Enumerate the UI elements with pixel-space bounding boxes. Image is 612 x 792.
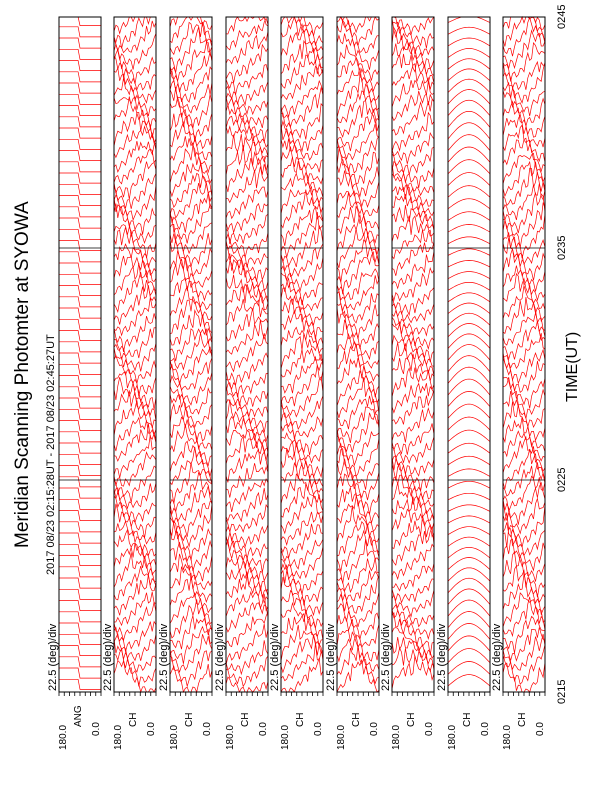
series-trace — [226, 187, 268, 218]
series-trace — [448, 59, 490, 69]
panel — [114, 17, 156, 696]
series-trace — [392, 579, 434, 603]
series-trace — [448, 404, 490, 418]
series-trace — [448, 272, 490, 279]
series-trace — [59, 353, 101, 363]
series-trace — [59, 263, 101, 273]
series-trace — [226, 45, 268, 83]
series-trace — [392, 288, 434, 315]
y-tick-label: 0.0 — [480, 722, 491, 736]
series-trace — [337, 407, 379, 443]
series-trace — [448, 675, 490, 686]
series-trace — [59, 601, 101, 611]
series-trace — [448, 589, 490, 605]
series-trace — [59, 17, 101, 26]
y-tick-label: 180.0 — [336, 724, 347, 750]
panel-scale-label: 22.5 (deg)/div — [436, 623, 448, 691]
series-trace — [337, 432, 379, 465]
series-trace — [448, 49, 490, 58]
series-trace — [114, 285, 156, 324]
series-trace — [59, 94, 101, 104]
series-trace — [59, 151, 101, 161]
series-trace — [59, 342, 101, 352]
series-trace — [503, 593, 545, 627]
panel-scale-label: 22.5 (deg)/div — [269, 623, 281, 691]
series-trace — [281, 377, 323, 417]
series-trace — [59, 331, 101, 341]
y-tick-label: 180.0 — [280, 724, 291, 750]
series-trace — [503, 483, 545, 525]
y-tick-label: 180.0 — [169, 724, 180, 750]
series-trace — [226, 17, 268, 34]
series-trace — [59, 634, 101, 644]
series-trace — [226, 575, 268, 603]
series-trace — [503, 274, 545, 310]
series-trace — [59, 274, 101, 284]
panel-ylabel: CH — [462, 712, 473, 727]
panel-scale-label: 22.5 (deg)/div — [380, 623, 392, 691]
series-trace — [448, 224, 490, 232]
series-trace — [59, 668, 101, 678]
series-trace — [392, 656, 434, 689]
series-trace — [337, 487, 379, 523]
series-trace — [59, 196, 101, 206]
series-trace — [59, 657, 101, 667]
series-trace — [281, 524, 323, 558]
series-trace — [59, 589, 101, 599]
series-trace — [59, 387, 101, 397]
panel — [170, 17, 212, 696]
series-trace — [503, 193, 545, 234]
series-trace — [281, 81, 323, 117]
series-trace — [448, 527, 490, 535]
series-trace — [448, 345, 490, 361]
series-trace — [337, 358, 379, 397]
series-trace — [59, 49, 101, 59]
y-tick-label: 0.0 — [535, 722, 546, 736]
series-trace — [59, 241, 101, 251]
series-trace — [59, 376, 101, 386]
series-trace — [59, 612, 101, 622]
series-trace — [448, 612, 490, 628]
y-tick-label: 180.0 — [502, 724, 513, 750]
panel — [59, 17, 101, 696]
series-trace — [114, 343, 156, 371]
series-trace — [226, 105, 268, 143]
series-trace — [392, 133, 434, 164]
series-trace — [59, 173, 101, 183]
series-trace — [170, 223, 212, 253]
series-trace — [59, 117, 101, 127]
series-trace — [226, 558, 268, 591]
series-trace — [59, 128, 101, 138]
series-trace — [170, 296, 212, 334]
y-tick-label: 180.0 — [113, 724, 124, 750]
y-tick-label: 0.0 — [369, 722, 380, 736]
series-trace — [114, 622, 156, 652]
series-trace — [114, 372, 156, 410]
panel-ylabel: CH — [295, 712, 306, 727]
series-trace — [59, 511, 101, 521]
series-trace — [448, 578, 490, 593]
series-trace — [59, 139, 101, 149]
series-trace — [114, 127, 156, 158]
series-trace — [226, 214, 268, 244]
series-trace — [448, 367, 490, 383]
series-trace — [170, 576, 212, 612]
series-trace — [503, 627, 545, 660]
series-trace — [170, 182, 212, 218]
series-trace — [170, 17, 212, 29]
series-trace — [392, 509, 434, 531]
series-trace — [503, 17, 545, 47]
series-trace — [448, 186, 490, 198]
series-trace — [59, 83, 101, 93]
series-trace — [59, 409, 101, 419]
series-trace — [281, 173, 323, 202]
series-trace — [448, 135, 490, 151]
series-trace — [448, 481, 490, 488]
series-trace — [59, 567, 101, 577]
series-trace — [226, 240, 268, 267]
series-trace — [59, 533, 101, 543]
panel — [392, 17, 434, 696]
series-trace — [337, 645, 379, 683]
series-trace — [448, 173, 490, 186]
panel-ylabel: CH — [128, 712, 139, 727]
series-trace — [114, 173, 156, 208]
series-trace — [59, 364, 101, 374]
series-trace — [448, 111, 490, 127]
series-trace — [59, 308, 101, 318]
series-trace — [503, 313, 545, 345]
y-tick-label: 180.0 — [225, 724, 236, 750]
panel-ylabel: CH — [517, 712, 528, 727]
panel-scale-label: 22.5 (deg)/div — [47, 623, 59, 691]
series-trace — [226, 525, 268, 547]
series-trace — [503, 574, 545, 614]
panel-scale-label: 22.5 (deg)/div — [158, 623, 170, 691]
chart-subtitle: 2017 08/23 02:15:28UT - 2017 08/23 02:45:27UT — [45, 334, 57, 575]
series-trace — [337, 531, 379, 572]
series-trace — [59, 229, 101, 239]
series-trace — [226, 320, 268, 354]
series-trace — [59, 218, 101, 228]
series-trace — [337, 100, 379, 136]
y-tick-label: 180.0 — [447, 724, 458, 750]
series-trace — [448, 237, 490, 244]
series-trace — [503, 237, 545, 280]
series-trace — [170, 404, 212, 442]
series-trace — [170, 634, 212, 672]
series-trace — [448, 379, 490, 395]
series-trace — [503, 552, 545, 598]
series-trace — [448, 649, 490, 663]
series-trace — [59, 38, 101, 48]
series-trace — [448, 147, 490, 162]
series-trace — [59, 162, 101, 172]
series-trace — [448, 469, 490, 477]
series-trace — [448, 123, 490, 139]
x-axis-label: TIME(UT) — [564, 331, 581, 402]
series-trace — [448, 260, 490, 267]
series-trace — [170, 424, 212, 465]
series-trace — [170, 664, 212, 692]
series-trace — [448, 293, 490, 302]
panel-ylabel: CH — [406, 712, 417, 727]
series-trace — [448, 334, 490, 349]
series-trace — [281, 225, 323, 267]
series-trace — [448, 568, 490, 582]
panel — [337, 17, 379, 696]
series-trace — [448, 303, 490, 314]
y-tick-label: 0.0 — [313, 722, 324, 736]
y-tick-label: 0.0 — [258, 722, 269, 736]
series-trace — [337, 91, 379, 123]
series-trace — [170, 22, 212, 54]
panel-scale-label: 22.5 (deg)/div — [325, 623, 337, 691]
series-trace — [59, 252, 101, 262]
series-trace — [170, 278, 212, 310]
series-trace — [281, 257, 323, 291]
series-trace — [448, 100, 490, 116]
series-trace — [448, 160, 490, 174]
panel-scale-label: 22.5 (deg)/div — [102, 623, 114, 691]
series-trace — [114, 466, 156, 503]
series-trace — [448, 417, 490, 430]
series-trace — [114, 602, 156, 640]
series-trace — [114, 435, 156, 478]
series-trace — [503, 431, 545, 461]
panel-ylabel: CH — [184, 712, 195, 727]
series-trace — [114, 97, 156, 139]
series-trace — [392, 527, 434, 565]
series-trace — [337, 522, 379, 556]
panel-ylabel: ANG — [73, 705, 84, 727]
panel — [503, 17, 545, 696]
series-trace — [59, 488, 101, 498]
series-trace — [448, 537, 490, 546]
series-trace — [170, 310, 212, 345]
series-trace — [392, 18, 434, 56]
series-trace — [59, 432, 101, 442]
series-trace — [448, 516, 490, 523]
series-trace — [59, 286, 101, 296]
series-trace — [448, 356, 490, 372]
series-trace — [448, 456, 490, 465]
series-trace — [114, 227, 156, 267]
series-trace — [59, 184, 101, 194]
series-trace — [392, 544, 434, 579]
series-trace — [281, 357, 323, 393]
series-trace — [114, 185, 156, 220]
series-trace — [392, 408, 434, 442]
series-trace — [59, 27, 101, 37]
series-trace — [170, 67, 212, 102]
series-trace — [59, 61, 101, 71]
series-trace — [392, 437, 434, 463]
series-trace — [114, 592, 156, 625]
series-trace — [337, 438, 379, 476]
y-tick-label: 180.0 — [58, 724, 69, 750]
y-tick-label: 0.0 — [202, 722, 213, 736]
series-trace — [59, 297, 101, 307]
series-trace — [59, 522, 101, 532]
series-trace — [503, 266, 545, 301]
panel — [226, 17, 268, 696]
series-trace — [59, 646, 101, 656]
x-tick-label: 0235 — [556, 235, 568, 260]
series-trace — [114, 263, 156, 295]
panel-ylabel: CH — [351, 712, 362, 727]
series-trace — [448, 493, 490, 500]
series-trace — [392, 216, 434, 243]
chart-title: Meridian Scanning Photomter at SYOWA — [12, 201, 33, 548]
series-trace — [337, 68, 379, 101]
panel — [448, 17, 490, 696]
series-trace — [170, 651, 212, 687]
series-trace — [170, 286, 212, 319]
series-trace — [59, 477, 101, 487]
series-trace — [448, 249, 490, 256]
panel — [281, 17, 323, 696]
series-trace — [226, 18, 268, 50]
series-trace — [114, 424, 156, 461]
series-trace — [448, 90, 490, 105]
series-trace — [392, 390, 434, 425]
series-trace — [59, 544, 101, 554]
series-trace — [392, 251, 434, 288]
series-trace — [448, 323, 490, 337]
series-trace — [281, 474, 323, 504]
series-trace — [170, 164, 212, 197]
series-trace — [59, 443, 101, 453]
series-trace — [281, 88, 323, 127]
series-trace — [337, 124, 379, 160]
series-trace — [448, 505, 490, 512]
series-trace — [503, 333, 545, 368]
series-trace — [114, 634, 156, 661]
series-trace — [170, 527, 212, 571]
series-trace — [503, 125, 545, 162]
series-trace — [448, 662, 490, 675]
series-trace — [59, 398, 101, 408]
series-trace — [170, 394, 212, 427]
panel-frame — [448, 17, 490, 692]
y-tick-label: 180.0 — [391, 724, 402, 750]
x-tick-label: 0215 — [556, 679, 568, 704]
series-trace — [226, 479, 268, 512]
series-trace — [281, 614, 323, 646]
series-trace — [59, 421, 101, 431]
series-trace — [226, 204, 268, 233]
panel-scale-label: 22.5 (deg)/div — [491, 623, 503, 691]
series-trace — [448, 27, 490, 34]
series-trace — [448, 212, 490, 221]
series-trace — [170, 80, 212, 113]
series-trace — [392, 383, 434, 412]
series-trace — [59, 72, 101, 82]
series-trace — [281, 311, 323, 347]
series-trace — [226, 233, 268, 258]
series-trace — [59, 623, 101, 633]
series-trace — [281, 365, 323, 406]
series-trace — [392, 28, 434, 69]
series-trace — [448, 199, 490, 209]
series-trace — [170, 51, 212, 92]
series-trace — [448, 38, 490, 46]
series-trace — [59, 466, 101, 476]
series-trace — [59, 207, 101, 217]
series-trace — [59, 679, 101, 689]
panel-ylabel: CH — [240, 712, 251, 727]
x-tick-label: 0225 — [556, 467, 568, 492]
series-trace — [448, 624, 490, 640]
series-trace — [59, 578, 101, 588]
series-trace — [448, 17, 490, 23]
series-trace — [503, 102, 545, 138]
series-trace — [448, 282, 490, 290]
series-trace — [337, 269, 379, 300]
series-trace — [392, 497, 434, 521]
series-trace — [226, 677, 268, 692]
y-tick-label: 0.0 — [91, 722, 102, 736]
series-trace — [281, 207, 323, 246]
series-trace — [392, 17, 434, 34]
series-trace — [281, 31, 323, 60]
series-trace — [281, 55, 323, 88]
series-trace — [226, 65, 268, 95]
series-trace — [392, 268, 434, 300]
y-tick-label: 0.0 — [146, 722, 157, 736]
series-trace — [226, 449, 268, 482]
series-trace — [59, 106, 101, 116]
series-trace — [226, 399, 268, 441]
series-trace — [226, 656, 268, 686]
series-trace — [392, 163, 434, 195]
series-trace — [392, 147, 434, 175]
series-trace — [448, 600, 490, 616]
series-trace — [448, 443, 490, 453]
series-trace — [337, 558, 379, 592]
series-trace — [59, 556, 101, 566]
series-trace — [59, 499, 101, 509]
series-trace — [114, 483, 156, 509]
series-trace — [59, 319, 101, 329]
series-trace — [281, 658, 323, 692]
series-trace — [448, 430, 490, 442]
panel-frame — [59, 17, 101, 692]
series-trace — [59, 454, 101, 464]
y-tick-label: 0.0 — [424, 722, 435, 736]
series-trace — [226, 612, 268, 647]
series-trace — [114, 113, 156, 147]
x-tick-label: 0245 — [556, 4, 568, 29]
series-trace — [448, 547, 490, 558]
series-trace — [448, 79, 490, 92]
panel-scale-label: 22.5 (deg)/div — [214, 623, 226, 691]
series-trace — [281, 591, 323, 629]
